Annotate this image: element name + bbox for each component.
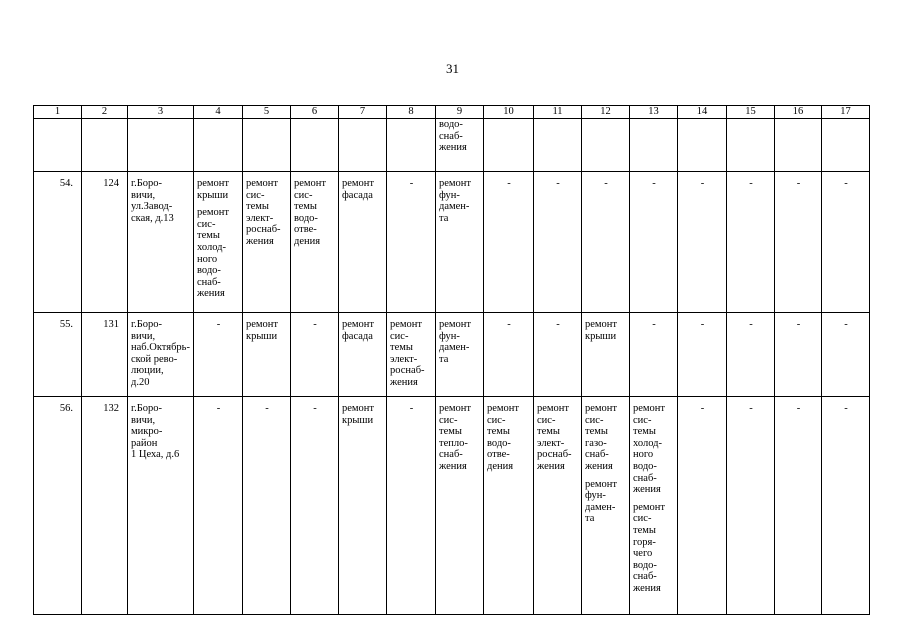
empty-value-cell [775, 397, 822, 615]
table-cell [436, 397, 484, 615]
table-cell [339, 313, 387, 397]
column-header: 16 [775, 106, 822, 119]
cell-text: - [700, 319, 705, 330]
table-cell [678, 119, 727, 172]
empty-value-cell [582, 172, 630, 313]
empty-value-cell [194, 397, 243, 615]
cell-text: - [844, 403, 848, 414]
table-cell [291, 119, 339, 172]
column-header: 4 [194, 106, 243, 119]
empty-value-cell [727, 172, 775, 313]
cell-text: ремонт сис- темы холод- ного водо- снаб- жения [197, 207, 230, 300]
address-cell [128, 119, 194, 172]
cell-text: - [556, 319, 560, 330]
table-row [34, 397, 870, 615]
column-header: 17 [822, 106, 870, 119]
column-header: 13 [630, 106, 678, 119]
table-cell [582, 119, 630, 172]
column-number-row [34, 106, 870, 119]
empty-value-cell [194, 313, 243, 397]
repair-schedule-table [33, 105, 870, 615]
empty-value-cell [387, 397, 436, 615]
cell-text: - [749, 178, 753, 189]
cell-text: - [409, 403, 414, 414]
table-cell [582, 313, 630, 397]
object-id-cell [82, 313, 128, 397]
table-cell [727, 119, 775, 172]
table-cell [194, 119, 243, 172]
empty-value-cell [822, 172, 870, 313]
table-cell [775, 119, 822, 172]
empty-value-cell [484, 313, 534, 397]
cell-text: 55. [59, 319, 73, 330]
cell-text: ремонт сис- темы водо- отве- дения [487, 403, 520, 472]
cell-text: ремонт сис- темы газо- снаб- жения [585, 403, 618, 472]
cell-text: ремонт фун- дамен- та [439, 178, 472, 224]
cell-text: ремонт сис- темы водо- отве- дения [294, 178, 327, 247]
table-cell [387, 119, 436, 172]
empty-value-cell [484, 172, 534, 313]
table-body [34, 106, 870, 615]
cell-text: - [700, 403, 705, 414]
empty-value-cell [775, 172, 822, 313]
address-cell [128, 397, 194, 615]
row-number-cell [34, 313, 82, 397]
empty-value-cell [630, 313, 678, 397]
cell-text: ремонт сис- темы элект- роснаб- жения [537, 403, 572, 472]
cell-text: - [507, 319, 511, 330]
address-cell [128, 313, 194, 397]
empty-value-cell [822, 397, 870, 615]
column-header: 9 [436, 106, 484, 119]
cell-text: ремонт фун- дамен- та [439, 319, 472, 365]
column-header: 15 [727, 106, 775, 119]
table-cell [291, 172, 339, 313]
cell-text: - [313, 319, 317, 330]
cell-text: - [507, 178, 511, 189]
empty-value-cell [822, 313, 870, 397]
row-number-cell [34, 119, 82, 172]
column-header: 8 [387, 106, 436, 119]
cell-text: - [216, 403, 221, 414]
cell-text: ремонт фун- дамен- та [585, 478, 618, 525]
cell-text: - [652, 319, 656, 330]
object-id-cell [82, 119, 128, 172]
column-header: 10 [484, 106, 534, 119]
page-number: 31 [446, 61, 459, 76]
cell-text: - [796, 178, 801, 189]
cell-text: - [216, 319, 221, 330]
cell-text: - [796, 403, 801, 414]
cell-text: 56. [59, 403, 73, 414]
empty-value-cell [243, 397, 291, 615]
cell-text: - [749, 403, 753, 414]
cell-text: ремонт фасада [342, 178, 375, 201]
column-header: 6 [291, 106, 339, 119]
table-cell [243, 119, 291, 172]
cell-text: - [313, 403, 317, 414]
cell-text: г.Боро- вичи, ул.Завод- ская, д.13 [131, 178, 174, 224]
empty-value-cell [775, 313, 822, 397]
table-cell [534, 397, 582, 615]
table-cell [194, 172, 243, 313]
cell-text: - [556, 178, 560, 189]
cell-text: - [844, 319, 848, 330]
cell-text: водо- снаб- жения [439, 119, 467, 154]
address-cell [128, 172, 194, 313]
table-cell [822, 119, 870, 172]
cell-text: ремонт крыши [246, 319, 279, 342]
empty-value-cell [678, 172, 727, 313]
table-cell [484, 397, 534, 615]
cell-text: - [409, 178, 414, 189]
table-cell [534, 119, 582, 172]
empty-value-cell [534, 313, 582, 397]
column-header: 14 [678, 106, 727, 119]
table-cell [630, 119, 678, 172]
empty-value-cell [387, 172, 436, 313]
table-row [34, 119, 870, 172]
cell-text: 132 [103, 403, 119, 414]
cell-text: ремонт сис- темы горя- чего водо- снаб- жения [633, 501, 666, 594]
column-header: 2 [82, 106, 128, 119]
empty-value-cell [727, 313, 775, 397]
row-number-cell [34, 397, 82, 615]
table-cell [436, 119, 484, 172]
empty-value-cell [291, 313, 339, 397]
table-cell [243, 172, 291, 313]
empty-value-cell [678, 313, 727, 397]
table-cell [630, 397, 678, 615]
cell-text: ремонт фасада [342, 319, 375, 342]
cell-text: - [749, 319, 753, 330]
table-cell [339, 119, 387, 172]
cell-text: ремонт крыши [585, 319, 618, 342]
empty-value-cell [291, 397, 339, 615]
cell-text: 124 [103, 178, 119, 189]
cell-text: ремонт сис- темы элект- роснаб- жения [246, 178, 281, 247]
empty-value-cell [534, 172, 582, 313]
object-id-cell [82, 397, 128, 615]
table-cell [339, 172, 387, 313]
column-header: 7 [339, 106, 387, 119]
column-header: 5 [243, 106, 291, 119]
cell-text: ремонт крыши [197, 178, 230, 201]
cell-text: 131 [103, 319, 119, 330]
empty-value-cell [678, 397, 727, 615]
cell-text: г.Боро- вичи, наб.Октябрь- ской рево- люции, д.20 [131, 319, 190, 388]
cell-text: ремонт сис- темы тепло- снаб- жения [439, 403, 472, 472]
table-row [34, 172, 870, 313]
cell-text: - [652, 178, 656, 189]
cell-text: - [796, 319, 801, 330]
row-number-cell [34, 172, 82, 313]
cell-text: 54. [59, 178, 73, 189]
cell-text: ремонт сис- темы холод- ного водо- снаб- жения [633, 403, 666, 496]
table-row [34, 313, 870, 397]
column-header: 1 [34, 106, 82, 119]
table-cell [339, 397, 387, 615]
column-header: 11 [534, 106, 582, 119]
table-cell [436, 313, 484, 397]
cell-text: - [700, 178, 705, 189]
table-cell [243, 313, 291, 397]
table-cell [387, 313, 436, 397]
empty-value-cell [630, 172, 678, 313]
column-header: 3 [128, 106, 194, 119]
cell-text: - [265, 403, 269, 414]
cell-text: г.Боро- вичи, микро- район 1 Цеха, д.6 [131, 403, 180, 461]
cell-text: - [844, 178, 848, 189]
column-header: 12 [582, 106, 630, 119]
cell-text: ремонт крыши [342, 403, 375, 426]
cell-text: - [604, 178, 608, 189]
table-cell [582, 397, 630, 615]
object-id-cell [82, 172, 128, 313]
table-cell [436, 172, 484, 313]
empty-value-cell [727, 397, 775, 615]
cell-text: ремонт сис- темы элект- роснаб- жения [390, 319, 425, 388]
table-cell [484, 119, 534, 172]
